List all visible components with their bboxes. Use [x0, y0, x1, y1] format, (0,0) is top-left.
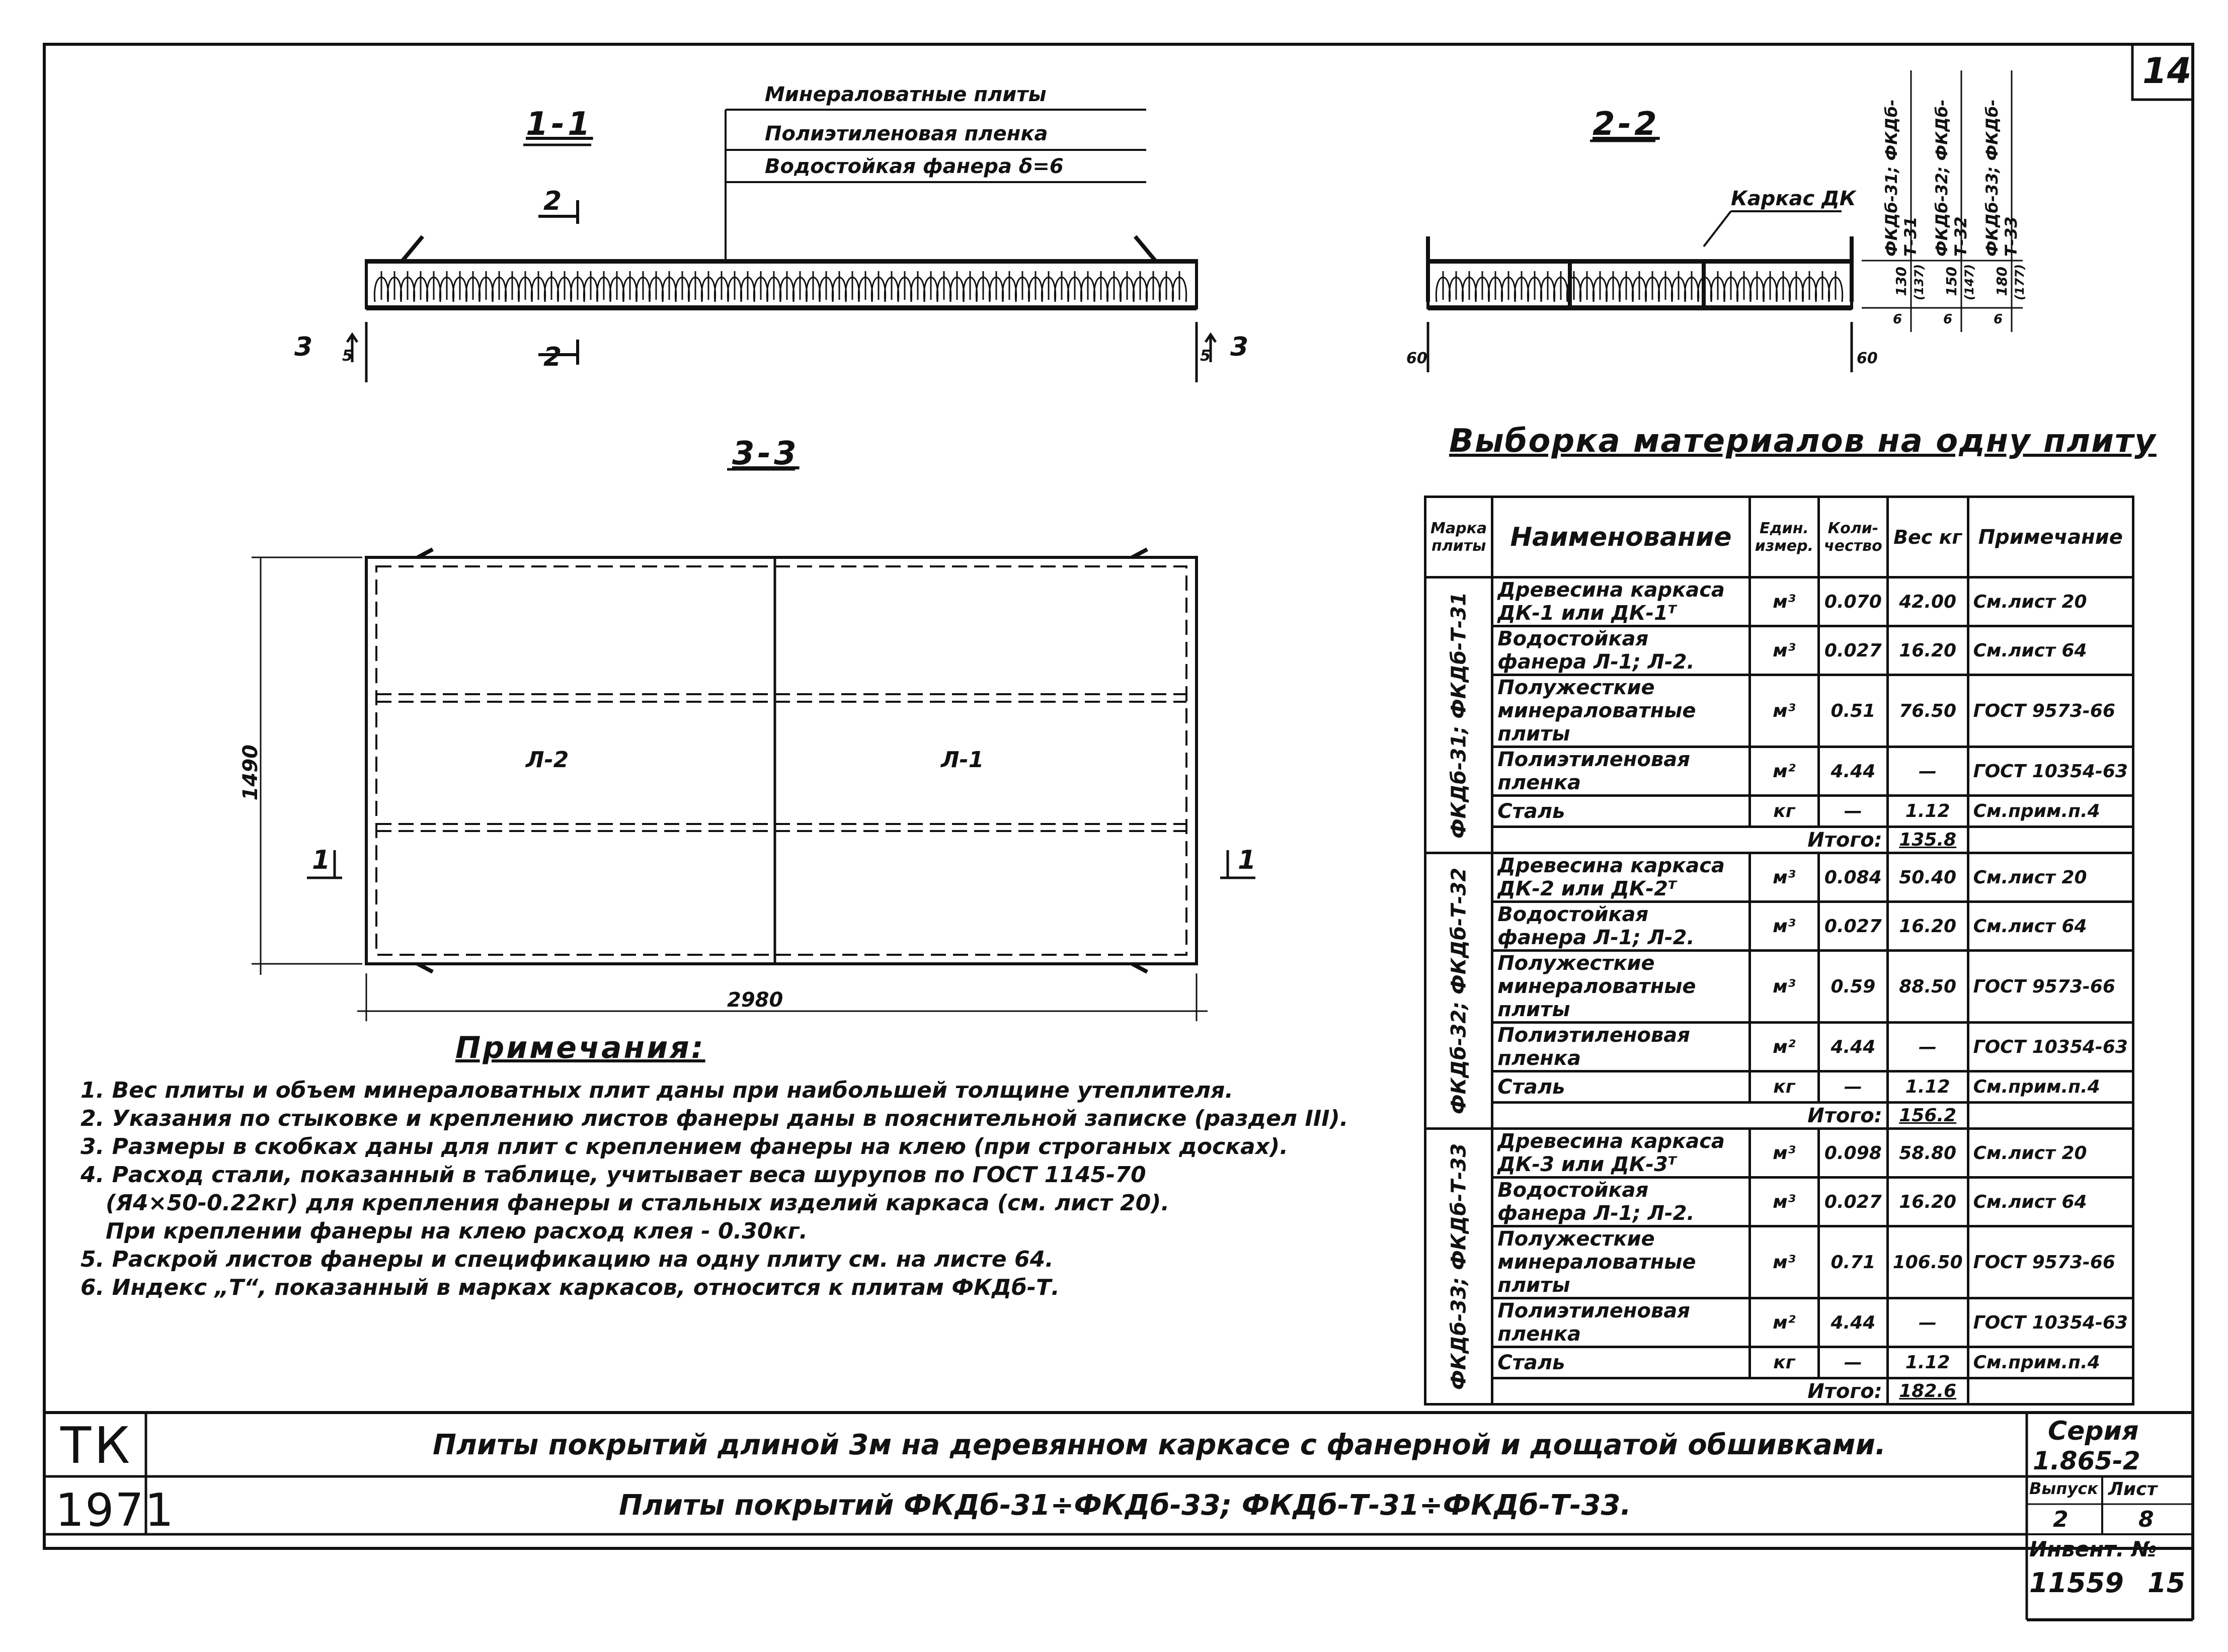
cell-qty: 4.44	[1819, 1023, 1888, 1071]
dim-5-left: 5	[342, 347, 353, 365]
cell-weight: 1.12	[1887, 1071, 1968, 1103]
mark-label-32: ФКДб-32; ФКДб-Т-32	[1932, 99, 1970, 257]
table-row	[1425, 951, 2133, 1023]
cell-name: Полужесткие минераловатные плиты	[1492, 675, 1750, 747]
total-value: 156.2	[1887, 1103, 1968, 1129]
layer-label-plywood: Водостойкая фанера δ=6	[765, 155, 1064, 178]
cell-note: ГОСТ 9573-66	[1968, 951, 2133, 1023]
total-row	[1425, 1103, 2133, 1129]
cell-weight: 16.20	[1887, 1178, 1968, 1226]
table-row	[1425, 747, 2133, 796]
cell-note: См.прим.п.4	[1968, 796, 2133, 827]
cell-unit: кг	[1749, 1347, 1818, 1378]
cell-weight: 88.50	[1887, 951, 1968, 1023]
cell-qty: —	[1819, 796, 1888, 827]
cell-note: ГОСТ 9573-66	[1968, 1226, 2133, 1298]
cell-unit: м²	[1749, 747, 1818, 796]
sheet-label-l1: Л-1	[941, 747, 984, 773]
section-3-3-drawing	[252, 469, 1255, 1021]
row-mark: ФКДб-31; ФКДб-Т-31	[1425, 577, 1492, 853]
cell-note: См.лист 64	[1968, 902, 2133, 951]
cell-weight: —	[1887, 1023, 1968, 1071]
dim-130: 130	[1893, 267, 1909, 296]
dim-5-right: 5	[1200, 347, 1211, 365]
cell-unit: м³	[1749, 1129, 1818, 1178]
cut-1-left: 1	[312, 845, 331, 875]
table-row	[1425, 1347, 2133, 1378]
stamp-year: 1971	[55, 1484, 175, 1537]
table-row	[1425, 577, 2133, 626]
cell-unit: кг	[1749, 796, 1818, 827]
total-row	[1425, 827, 2133, 853]
cell-qty: 4.44	[1819, 1298, 1888, 1347]
sheet-label-l2: Л-2	[526, 747, 569, 773]
layer-label-polyethylene: Полиэтиленовая пленка	[765, 122, 1048, 145]
cell-qty: 0.59	[1819, 951, 1888, 1023]
table-row	[1425, 1298, 2133, 1347]
cell-qty: 0.027	[1819, 902, 1888, 951]
total-value: 182.6	[1887, 1378, 1968, 1405]
cell-weight: 1.12	[1887, 796, 1968, 827]
section-2-2-title: 2-2	[1593, 106, 1660, 143]
cell-note: ГОСТ 10354-63	[1968, 747, 2133, 796]
cell-qty: 0.084	[1819, 853, 1888, 902]
dim-6-a: 6	[1893, 312, 1902, 327]
cell-unit: м³	[1749, 853, 1818, 902]
cell-note: См.лист 20	[1968, 853, 2133, 902]
cell-qty: 0.027	[1819, 1178, 1888, 1226]
cell-weight: —	[1887, 747, 1968, 796]
cell-qty: —	[1819, 1071, 1888, 1103]
cell-qty: 0.070	[1819, 577, 1888, 626]
dim-60-right: 60	[1857, 350, 1878, 367]
dim-6-c: 6	[1994, 312, 2003, 327]
section-3-3-title: 3-3	[732, 435, 800, 472]
dim-177: (177)	[2013, 264, 2027, 301]
row-mark: ФКДб-32; ФКДб-Т-32	[1425, 853, 1492, 1129]
stamp-issue: 2	[2053, 1507, 2068, 1532]
note-4-cont-2: При креплении фанеры на клею расход клея - 0.30кг.	[106, 1218, 808, 1244]
cell-qty: 0.027	[1819, 626, 1888, 675]
cell-note: ГОСТ 9573-66	[1968, 675, 2133, 747]
materials-table	[1424, 495, 2134, 1406]
layer-label-mineral-wool: Минераловатные плиты	[765, 83, 1047, 106]
table-row	[1425, 1023, 2133, 1071]
total-label: Итого:	[1492, 1103, 1888, 1129]
cell-weight: 106.50	[1887, 1226, 1968, 1298]
cell-name: Водостойкая фанера Л-1; Л-2.	[1492, 1178, 1750, 1226]
stamp-sheet: 8	[2138, 1507, 2154, 1532]
cell-unit: м³	[1749, 1178, 1818, 1226]
stamp-title-2: Плиты покрытий ФКДб-31÷ФКДб-33; ФКДб-Т-31÷ФКДб-Т-33.	[619, 1489, 1631, 1522]
cell-name: Древесина каркаса ДК-2 или ДК-2ᵀ	[1492, 853, 1750, 902]
cell-qty: —	[1819, 1347, 1888, 1378]
table-row	[1425, 1071, 2133, 1103]
cell-weight: 1.12	[1887, 1347, 1968, 1378]
cell-unit: м³	[1749, 577, 1818, 626]
cell-note: См.лист 20	[1968, 577, 2133, 626]
cell-name: Древесина каркаса ДК-3 или ДК-3ᵀ	[1492, 1129, 1750, 1178]
cell-note: См.прим.п.4	[1968, 1347, 2133, 1378]
cut-1-right: 1	[1238, 845, 1256, 875]
cell-name: Сталь	[1492, 1347, 1750, 1378]
total-empty	[1968, 1378, 2133, 1405]
stamp-series: 1.865-2	[2033, 1446, 2140, 1475]
table-row	[1425, 626, 2133, 675]
cell-weight: 50.40	[1887, 853, 1968, 902]
cell-name: Полиэтиленовая пленка	[1492, 1023, 1750, 1071]
total-label: Итого:	[1492, 1378, 1888, 1405]
cell-qty: 0.51	[1819, 675, 1888, 747]
cell-unit: м³	[1749, 951, 1818, 1023]
cut-3-right: 3	[1230, 332, 1249, 362]
cell-weight: 58.80	[1887, 1129, 1968, 1178]
header-mark: Марка плиты	[1425, 497, 1492, 577]
cell-note: ГОСТ 10354-63	[1968, 1298, 2133, 1347]
note-4-cont-1: (Я4×50-0.22кг) для крепления фанеры и стальных изделий каркаса (см. лист 20).	[106, 1190, 1170, 1216]
table-title: Выборка материалов на одну плиту	[1449, 423, 2157, 460]
dim-180: 180	[1994, 267, 2010, 296]
cell-name: Сталь	[1492, 796, 1750, 827]
header-name: Наименование	[1492, 497, 1750, 577]
total-empty	[1968, 827, 2133, 853]
cell-weight: 42.00	[1887, 577, 1968, 626]
cell-name: Водостойкая фанера Л-1; Л-2.	[1492, 626, 1750, 675]
table-header-row	[1425, 497, 2133, 577]
cell-note: См.прим.п.4	[1968, 1071, 2133, 1103]
stamp-inv: 11559	[2029, 1567, 2124, 1599]
cut-2-bottom: 2	[543, 342, 562, 372]
cell-unit: м²	[1749, 1023, 1818, 1071]
cell-name: Полужесткие минераловатные плиты	[1492, 951, 1750, 1023]
cell-name: Древесина каркаса ДК-1 или ДК-1ᵀ	[1492, 577, 1750, 626]
header-unit: Един. измер.	[1749, 497, 1818, 577]
stamp-series-label: Серия	[2048, 1416, 2139, 1446]
cell-note: См.лист 64	[1968, 626, 2133, 675]
note-3: 3. Размеры в скобках даны для плит с креплением фанеры на клею (при строганых досках).	[81, 1134, 1288, 1160]
dim-2980: 2980	[727, 988, 783, 1012]
dim-60-left: 60	[1406, 350, 1427, 367]
dim-137: (137)	[1912, 264, 1926, 301]
cell-note: См.лист 64	[1968, 1178, 2133, 1226]
note-2: 2. Указания по стыковке и креплению листов фанеры даны в пояснительной записке (раздел III).	[81, 1106, 1348, 1131]
cell-weight: 16.20	[1887, 626, 1968, 675]
total-value: 135.8	[1887, 827, 1968, 853]
mark-label-31: ФКДб-31; ФКДб-Т-31	[1882, 99, 1920, 257]
table-row	[1425, 1226, 2133, 1298]
sheet-number: 14	[2142, 50, 2192, 92]
cell-weight: 16.20	[1887, 902, 1968, 951]
note-4: 4. Расход стали, показанный в таблице, учитывает веса шурупов по ГОСТ 1145-70	[81, 1162, 1146, 1188]
header-weight: Вес кг	[1887, 497, 1968, 577]
table-row	[1425, 675, 2133, 747]
section-1-1-title: 1-1	[526, 106, 593, 143]
notes-title: Примечания:	[455, 1030, 705, 1065]
mark-label-33: ФКДб-33; ФКДб-Т-33	[1982, 99, 2021, 257]
cell-name: Водостойкая фанера Л-1; Л-2.	[1492, 902, 1750, 951]
frame-label: Каркас ДК	[1731, 187, 1856, 210]
cell-qty: 0.71	[1819, 1226, 1888, 1298]
table-row	[1425, 853, 2133, 902]
stamp-sheet-label: Лист	[2108, 1479, 2158, 1500]
total-row	[1425, 1378, 2133, 1405]
cell-unit: м³	[1749, 675, 1818, 747]
cell-name: Полужесткие минераловатные плиты	[1492, 1226, 1750, 1298]
cell-weight: 76.50	[1887, 675, 1968, 747]
total-empty	[1968, 1103, 2133, 1129]
cell-qty: 0.098	[1819, 1129, 1888, 1178]
header-note: Примечание	[1968, 497, 2133, 577]
note-6: 6. Индекс „Т“, показанный в марках каркасов, относится к плитам ФКДб-Т.	[81, 1275, 1060, 1300]
dim-1490: 1490	[239, 745, 262, 801]
dim-150: 150	[1943, 267, 1960, 296]
note-5: 5. Раскрой листов фанеры и спецификацию на одну плиту см. на листе 64.	[81, 1247, 1054, 1272]
table-row	[1425, 796, 2133, 827]
table-row	[1425, 902, 2133, 951]
table-row	[1425, 1129, 2133, 1178]
cell-unit: кг	[1749, 1071, 1818, 1103]
cell-note: ГОСТ 10354-63	[1968, 1023, 2133, 1071]
table-body	[1425, 577, 2133, 1405]
cell-qty: 4.44	[1819, 747, 1888, 796]
stamp-title-1: Плиты покрытий длиной 3м на деревянном каркасе с фанерной и дощатой обшивками.	[433, 1429, 1886, 1461]
cell-unit: м³	[1749, 1226, 1818, 1298]
cell-unit: м³	[1749, 902, 1818, 951]
table-row	[1425, 1178, 2133, 1226]
cell-weight: —	[1887, 1298, 1968, 1347]
dim-147: (147)	[1962, 264, 1976, 301]
stamp-inv-page: 15	[2147, 1567, 2186, 1599]
dim-6-b: 6	[1943, 312, 1953, 327]
row-mark: ФКДб-33; ФКДб-Т-33	[1425, 1129, 1492, 1405]
cell-unit: м²	[1749, 1298, 1818, 1347]
cell-note: См.лист 20	[1968, 1129, 2133, 1178]
cell-name: Сталь	[1492, 1071, 1750, 1103]
section-1-1-drawing	[347, 110, 1216, 382]
cell-name: Полиэтиленовая пленка	[1492, 1298, 1750, 1347]
cut-2-top: 2	[543, 186, 562, 216]
header-qty: Коли- чество	[1819, 497, 1888, 577]
cell-unit: м³	[1749, 626, 1818, 675]
stamp-inv-label: Инвент. №	[2029, 1537, 2157, 1561]
total-label: Итого:	[1492, 827, 1888, 853]
cut-3-left: 3	[294, 332, 313, 362]
stamp-issue-label: Выпуск	[2029, 1479, 2098, 1498]
note-1: 1. Вес плиты и объем минераловатных плит даны при наибольшей толщине утеплителя.	[81, 1078, 1234, 1103]
cell-name: Полиэтиленовая пленка	[1492, 747, 1750, 796]
stamp-org: ТК	[60, 1416, 133, 1475]
